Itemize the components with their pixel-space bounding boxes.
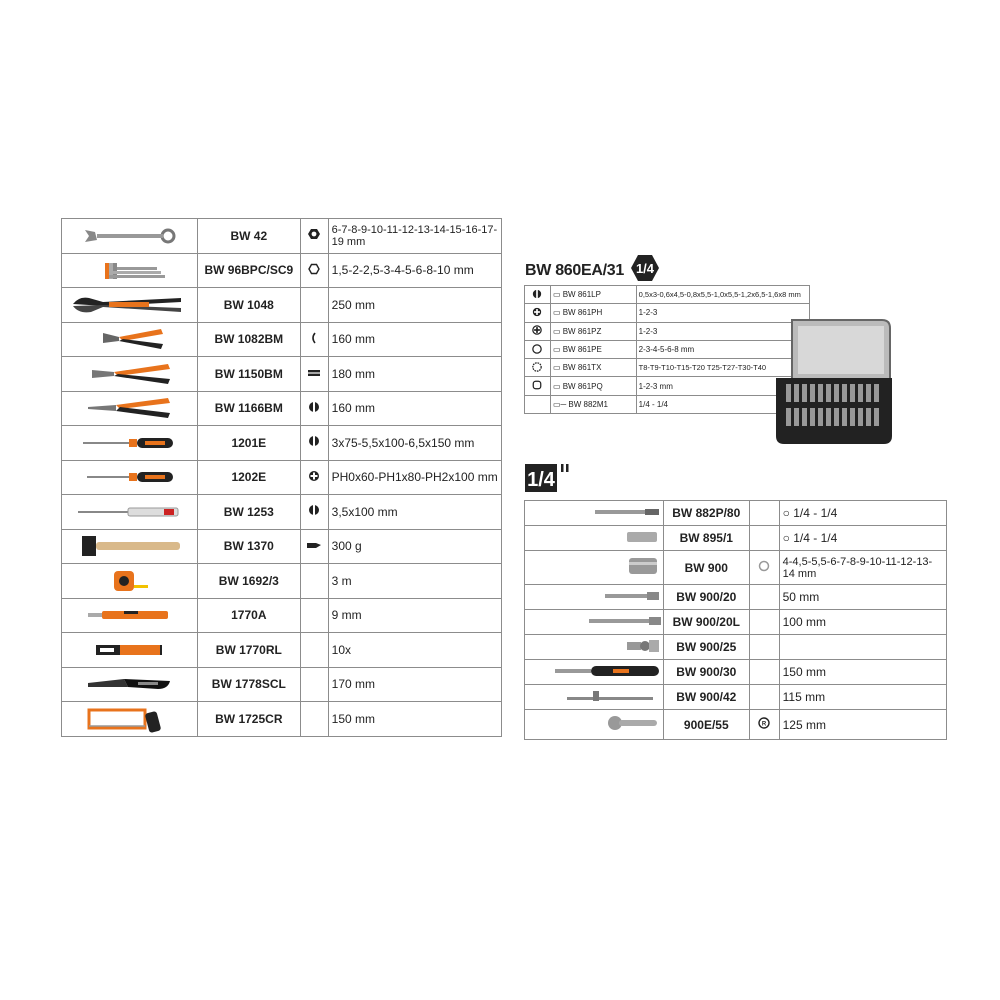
drive-symbol-icon: ○ xyxy=(782,506,794,520)
table-row xyxy=(62,460,502,495)
size-value: 3x75-5,5x100-6,5x150 mm xyxy=(328,426,501,461)
table-row xyxy=(525,377,810,395)
table-row xyxy=(525,685,947,710)
table-row xyxy=(62,253,502,288)
product-code: 900E/55 xyxy=(663,710,749,740)
slotted-tip-icon xyxy=(300,426,328,461)
table-row xyxy=(525,340,810,358)
table-row xyxy=(525,635,947,660)
table-row xyxy=(62,702,502,737)
size-value: 1-2-3 xyxy=(636,304,809,322)
table-row xyxy=(525,359,810,377)
torx-tip-icon xyxy=(525,359,551,377)
water-pump-pliers-icon xyxy=(62,288,198,323)
product-code: BW 900 xyxy=(663,551,749,585)
hammer-head-icon xyxy=(300,529,328,564)
product-code: BW 895/1 xyxy=(663,526,749,551)
folding-knife-icon xyxy=(62,667,198,702)
size-value: 3,5x100 mm xyxy=(328,495,501,530)
product-code: BW 861PQ xyxy=(562,381,603,391)
tool-list-table xyxy=(61,218,502,737)
size-value: 160 mm xyxy=(328,391,501,426)
product-code: BW 882P/80 xyxy=(663,501,749,526)
voltage-tester-icon xyxy=(62,495,198,530)
spinner-handle-icon xyxy=(525,660,664,685)
bit-icon: ▭ xyxy=(552,290,563,300)
product-code: BW 1370 xyxy=(197,529,300,564)
socket-table xyxy=(524,500,947,740)
size-value: 250 mm xyxy=(328,288,501,323)
bit-set-table xyxy=(524,285,810,414)
product-code: BW 1770RL xyxy=(197,633,300,668)
size-value xyxy=(779,635,946,660)
tape-measure-icon xyxy=(62,564,198,599)
product-code: BW 900/20L xyxy=(663,610,749,635)
table-row xyxy=(525,526,947,551)
table-row xyxy=(62,598,502,633)
size-value: 150 mm xyxy=(779,660,946,685)
ratchet-icon xyxy=(525,710,664,740)
size-value: ○ 1/4 - 1/4 xyxy=(779,501,946,526)
combination-pliers-icon xyxy=(62,357,198,392)
slotted-screwdriver-icon xyxy=(62,426,198,461)
size-value: 2-3-4-5-6-8 mm xyxy=(636,340,809,358)
table-row xyxy=(525,610,947,635)
product-code: BW 861LP xyxy=(562,290,601,300)
product-code: BW 1725CR xyxy=(197,702,300,737)
table-row xyxy=(62,633,502,668)
product-code: BW 1082BM xyxy=(197,322,300,357)
table-row xyxy=(62,564,502,599)
table-row xyxy=(525,660,947,685)
size-value: 1-2-3 mm xyxy=(636,377,809,395)
product-code: 1202E xyxy=(197,460,300,495)
product-code: BW 900/30 xyxy=(663,660,749,685)
cutter-jaw-icon xyxy=(300,322,328,357)
bit-holder-icon: ▭─ xyxy=(552,399,569,409)
quarter-inch-label xyxy=(525,462,575,499)
size-value: ○ 1/4 - 1/4 xyxy=(779,526,946,551)
size-value: 1-2-3 xyxy=(636,322,809,340)
size-value: 180 mm xyxy=(328,357,501,392)
svg-text:R: R xyxy=(761,721,767,728)
size-value: 10x xyxy=(328,633,501,668)
size-value: 3 m xyxy=(328,564,501,599)
socket-icon xyxy=(525,551,664,585)
table-row xyxy=(525,551,947,585)
size-value: 300 g xyxy=(328,529,501,564)
long-nose-pliers-icon xyxy=(62,391,198,426)
product-code: BW 900/25 xyxy=(663,635,749,660)
bit-icon: ▭ xyxy=(552,345,563,355)
extension-bar-icon xyxy=(525,585,664,610)
size-value: 6-7-8-9-10-11-12-13-14-15-16-17-19 mm xyxy=(328,219,501,254)
product-code: BW 1150BM xyxy=(197,357,300,392)
size-value: 125 mm xyxy=(779,710,946,740)
product-code: BW 96BPC/SC9 xyxy=(197,253,300,288)
extension-bar-long-icon xyxy=(525,610,664,635)
hex-tip-icon xyxy=(525,340,551,358)
universal-joint-icon xyxy=(525,635,664,660)
bit-holder-icon xyxy=(525,501,664,526)
size-value: 9 mm xyxy=(328,598,501,633)
pozidriv-tip-icon xyxy=(525,322,551,340)
product-code: BW 1692/3 xyxy=(197,564,300,599)
size-value: 160 mm xyxy=(328,322,501,357)
table-row xyxy=(62,667,502,702)
table-row xyxy=(62,357,502,392)
size-value: T8-T9-T10-T15-T20 T25-T27-T30-T40 xyxy=(636,359,809,377)
product-code: 1770A xyxy=(197,598,300,633)
size-value: 100 mm xyxy=(779,610,946,635)
flat-jaw-icon xyxy=(300,357,328,392)
size-value: PH0x60-PH1x80-PH2x100 mm xyxy=(328,460,501,495)
product-code: 1201E xyxy=(197,426,300,461)
drive-symbol-icon: ○ xyxy=(782,531,794,545)
slotted-tip-icon xyxy=(525,286,551,304)
table-row xyxy=(525,322,810,340)
product-code: BW 861TX xyxy=(562,363,602,373)
size-value: 4-4,5-5,5-6-7-8-9-10-11-12-13-14 mm xyxy=(779,551,946,585)
size-value: 170 mm xyxy=(328,667,501,702)
socket-profile-icon xyxy=(749,551,779,585)
quarter-inch-badge-icon xyxy=(630,254,660,287)
ratchet-symbol-icon xyxy=(749,710,779,740)
size-value: 115 mm xyxy=(779,685,946,710)
product-code: BW 900/42 xyxy=(663,685,749,710)
table-row xyxy=(525,304,810,322)
utility-knife-icon xyxy=(62,598,198,633)
quarter-inch-text: 1/4 xyxy=(527,469,555,491)
table-row xyxy=(62,288,502,323)
size-value: 1/4 - 1/4 xyxy=(636,395,809,413)
table-row xyxy=(62,529,502,564)
bit-case-image xyxy=(772,318,897,455)
product-code: BW 1778SCL xyxy=(197,667,300,702)
ring-spanner-icon xyxy=(300,219,328,254)
blade-dispenser-icon xyxy=(62,633,198,668)
bit-icon: ▭ xyxy=(552,363,563,373)
product-code: BW 42 xyxy=(197,219,300,254)
bit-set-title: BW 860EA/31 xyxy=(525,262,624,279)
bit-icon: ▭ xyxy=(552,308,563,318)
square-tip-icon xyxy=(525,377,551,395)
table-row xyxy=(62,495,502,530)
product-code: BW 861PZ xyxy=(562,326,602,336)
hammer-icon xyxy=(62,529,198,564)
table-row xyxy=(525,710,947,740)
table-row xyxy=(525,585,947,610)
size-value: 1,5-2-2,5-3-4-5-6-8-10 mm xyxy=(328,253,501,288)
product-code: BW 900/20 xyxy=(663,585,749,610)
product-code: BW 861PE xyxy=(562,345,602,355)
hexagon-outline-icon xyxy=(300,253,328,288)
slotted-tip-icon xyxy=(300,391,328,426)
table-row xyxy=(525,395,810,413)
table-row xyxy=(525,286,810,304)
sliding-t-handle-icon xyxy=(525,685,664,710)
size-value: 50 mm xyxy=(779,585,946,610)
size-value: 0,5x3-0,6x4,5-0,8x5,5-1,0x5,5-1,2x6,5-1,6x8 mm xyxy=(636,286,809,304)
table-row xyxy=(525,501,947,526)
hacksaw-icon xyxy=(62,702,198,737)
combination-wrench-icon xyxy=(62,219,198,254)
phillips-tip-icon xyxy=(300,460,328,495)
hex-key-set-icon xyxy=(62,253,198,288)
product-code: BW 1048 xyxy=(197,288,300,323)
bit-icon: ▭ xyxy=(552,381,563,391)
quarter-inch-badge-text: 1/4 xyxy=(635,261,655,276)
table-row xyxy=(62,426,502,461)
table-row xyxy=(62,219,502,254)
bit-icon: ▭ xyxy=(552,326,563,336)
phillips-screwdriver-icon xyxy=(62,460,198,495)
phillips-tip-icon xyxy=(525,304,551,322)
table-row xyxy=(62,322,502,357)
table-row xyxy=(62,391,502,426)
size-value: 150 mm xyxy=(328,702,501,737)
diagonal-cutters-icon xyxy=(62,322,198,357)
slotted-tip-icon xyxy=(300,495,328,530)
product-code: BW 861PH xyxy=(562,308,603,318)
product-code: BW 882M1 xyxy=(568,399,608,409)
product-code: BW 1253 xyxy=(197,495,300,530)
adaptor-icon xyxy=(525,526,664,551)
product-code: BW 1166BM xyxy=(197,391,300,426)
